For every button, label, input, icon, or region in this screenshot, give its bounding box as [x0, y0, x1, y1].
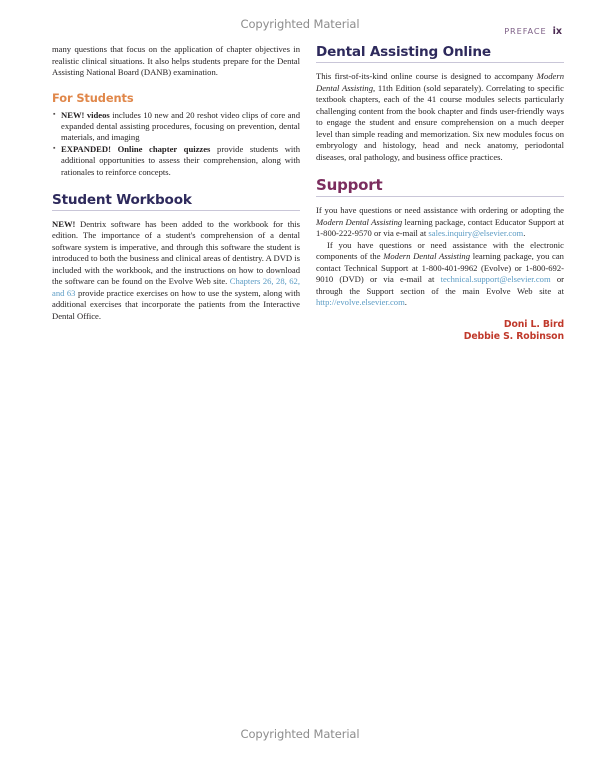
author-name-2: Debbie S. Robinson — [463, 331, 564, 342]
support-paragraph-1 — [316, 205, 564, 240]
paragraph-text-part-2: learning package, you can contact Technical Support at 1-800-401-9962 (Evolve) or 1-800-692-9010 (DVD) or via e-mail at — [316, 251, 564, 284]
author-name-1: Doni L. Bird — [503, 318, 564, 330]
paragraph-text-part-2: provide practice exercises on how to use the system, along with additional exercises that incorporate the patients from the Interactive Dental Office. — [52, 287, 300, 321]
bullet-icon: ▪ — [53, 110, 56, 118]
list-item-lead: EXPANDED! Online chapter quizzes — [61, 143, 211, 154]
copyright-watermark-bottom: Copyrighted Material — [240, 727, 360, 741]
heading-dental-assisting-online: Dental Assisting Online — [316, 44, 564, 63]
book-title: Modern Dental Assisting — [383, 251, 471, 261]
running-head — [0, 17, 600, 37]
list-item-lead: NEW! videos — [61, 109, 110, 120]
copyright-watermark-top: Copyrighted Material — [240, 17, 360, 31]
dental-assisting-online-paragraph — [316, 71, 564, 163]
student-workbook-paragraph — [52, 219, 300, 323]
paragraph-text-part-1: This first-of-its-kind online course is designed to accompany — [316, 71, 537, 81]
paragraph-text-part-2: learning package, contact Educator Support at 1-800-222-9570 or via e-mail at — [316, 216, 564, 238]
evolve-website-link[interactable]: http://evolve.elsevier.com — [316, 297, 405, 307]
sales-email-link[interactable]: sales.inquiry@elsevier.com — [428, 228, 524, 238]
paragraph-text-part-1: If you have questions or need assistance with ordering or adopting the — [316, 205, 564, 215]
chapters-link[interactable]: Chapters 26, 28, 62, and 63 — [52, 276, 300, 298]
paragraph-text-part-1: If you have questions or need assistance with the electronic components of the — [316, 239, 564, 261]
folio — [504, 19, 562, 38]
bullet-icon: ▪ — [53, 144, 56, 153]
for-students-list — [52, 110, 300, 178]
continued-paragraph: many questions that focus on the application of chapter objectives in realistic clinical situations. It also helps students prepare for the Dental Assisting National Board (DANB) examination. — [52, 44, 300, 77]
heading-student-workbook: Student Workbook — [52, 192, 300, 211]
book-title: Modern Dental Assisting — [316, 71, 564, 93]
paragraph-text-part-2: , 11th Edition (sold separately). Correlating to specific textbook chapters, each of the 41 course modules selects particularly challenging content from the book chapter and finds user-friendly ways to engage the student and ensure comprehension on a much deeper level than simple reading and memorization. Six new modules focus on embryology and histology, head and neck anatomy, periodontal diseases, oral pathology, and business office practices. — [316, 82, 565, 162]
right-column — [316, 44, 564, 344]
list-item — [52, 144, 300, 178]
paragraph-lead: NEW! — [52, 218, 76, 229]
page-number: ix — [552, 26, 562, 37]
section-label: PREFACE — [504, 26, 547, 36]
list-item-text: provide students with additional opportunities to assess their comprehension, along with rationales to reinforce concepts. — [61, 143, 300, 177]
paragraph-text-part-4: . — [404, 297, 407, 307]
left-column — [52, 44, 300, 322]
support-paragraph-2 — [316, 240, 564, 309]
paragraph-text-part-3: or through the Support section of the main Evolve Web site at — [316, 274, 565, 296]
list-item-text: includes 10 new and 20 reshot video clips of core and expanded dental assisting procedures, focusing on prevention, dental materials, and imaging — [61, 109, 300, 143]
list-item — [52, 110, 300, 144]
book-title: Modern Dental Assisting — [316, 216, 403, 227]
technical-support-email-link[interactable]: technical.support@elsevier.com — [440, 274, 551, 284]
heading-for-students: For Students — [52, 90, 134, 105]
signature-block — [316, 319, 564, 344]
paragraph-text-part-1: Dentrix software has been added to the workbook for this edition. The importance of a student's comprehension of a dental software system is imperative, and through this software the student is introduced to both the business and clinical areas of dentistry. A DVD is included with the workbook, and the instructions on how to download the software can be found on the Evolve Web site. — [52, 218, 300, 287]
paragraph-text-part-3: . — [523, 228, 526, 238]
heading-support: Support — [316, 177, 564, 197]
